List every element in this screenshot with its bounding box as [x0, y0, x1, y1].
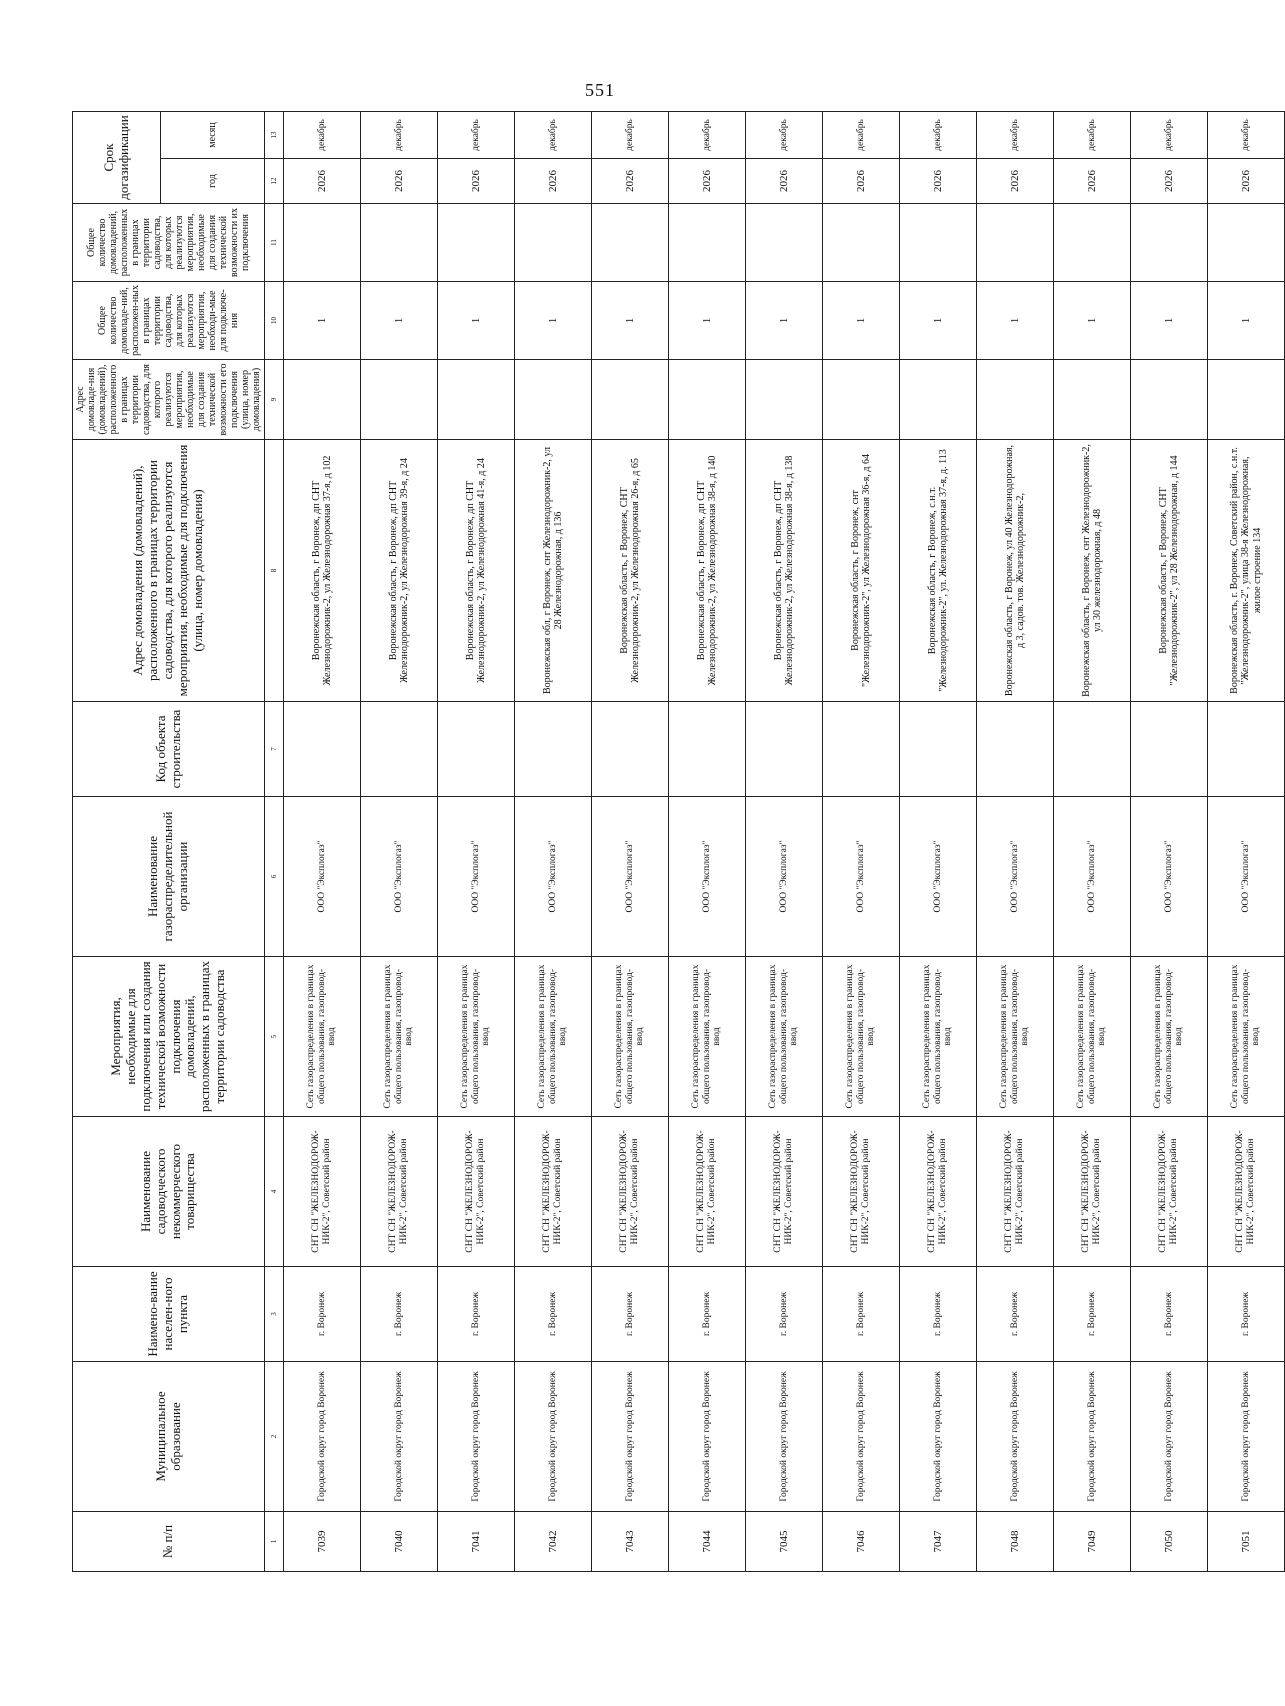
- measures-cell: Сеть газораспределения в границах общего пользования, газопровод-ввод: [1054, 957, 1131, 1117]
- settlement-cell: г. Воронеж: [592, 1267, 669, 1362]
- month-cell: декабрь: [746, 112, 823, 159]
- header-snt: Наименование садоводческого некоммерческого товарищества: [73, 1117, 265, 1267]
- table-row: [1208, 112, 1285, 1572]
- municipality-cell: Городской округ город Воронеж: [1054, 1362, 1131, 1512]
- column-index: 6: [265, 797, 284, 957]
- snt-cell: СНТ СН "ЖЕЛЕЗНОДОРОЖ-НИК-2", Советский район: [1208, 1117, 1285, 1267]
- municipality-cell: Городской округ город Воронеж: [438, 1362, 515, 1512]
- row-number: 7047: [900, 1512, 977, 1572]
- object-code-cell: [669, 702, 746, 797]
- column-index: 7: [265, 702, 284, 797]
- table-row: [592, 112, 669, 1572]
- settlement-cell: г. Воронеж: [515, 1267, 592, 1362]
- measures-cell: Сеть газораспределения в границах общего пользования, газопровод-ввод: [746, 957, 823, 1117]
- count-cell: 1: [669, 282, 746, 360]
- snt-cell: СНТ СН "ЖЕЛЕЗНОДОРОЖ-НИК-2", Советский район: [746, 1117, 823, 1267]
- table-row: [361, 112, 438, 1572]
- measures-cell: Сеть газораспределения в границах общего пользования, газопровод-ввод: [1208, 957, 1285, 1117]
- header-term: Срок догазификации: [73, 112, 161, 204]
- measures-cell: Сеть газораспределения в границах общего пользования, газопровод-ввод: [284, 957, 361, 1117]
- count-tech-cell: [515, 204, 592, 282]
- count-cell: 1: [746, 282, 823, 360]
- month-cell: декабрь: [1131, 112, 1208, 159]
- settlement-cell: г. Воронеж: [977, 1267, 1054, 1362]
- year-cell: 2026: [746, 159, 823, 204]
- object-code-cell: [977, 702, 1054, 797]
- count-cell: 1: [284, 282, 361, 360]
- gas-org-cell: ООО "Эксплогаз": [438, 797, 515, 957]
- measures-cell: Сеть газораспределения в границах общего пользования, газопровод-ввод: [977, 957, 1054, 1117]
- rotated-sheet: [72, 112, 1284, 1572]
- month-cell: декабрь: [284, 112, 361, 159]
- address-tech-cell: [284, 360, 361, 440]
- table-row: [746, 112, 823, 1572]
- measures-cell: Сеть газораспределения в границах общего пользования, газопровод-ввод: [669, 957, 746, 1117]
- row-number: 7046: [823, 1512, 900, 1572]
- month-cell: декабрь: [900, 112, 977, 159]
- gas-org-cell: ООО "Эксплогаз": [284, 797, 361, 957]
- measures-cell: Сеть газораспределения в границах общего пользования, газопровод-ввод: [1131, 957, 1208, 1117]
- year-cell: 2026: [515, 159, 592, 204]
- municipality-cell: Городской округ город Воронеж: [515, 1362, 592, 1512]
- municipality-cell: Городской округ город Воронеж: [669, 1362, 746, 1512]
- month-cell: декабрь: [361, 112, 438, 159]
- municipality-cell: Городской округ город Воронеж: [977, 1362, 1054, 1512]
- settlement-cell: г. Воронеж: [1054, 1267, 1131, 1362]
- address-tech-cell: [1131, 360, 1208, 440]
- municipality-cell: Городской округ город Воронеж: [900, 1362, 977, 1512]
- object-code-cell: [1054, 702, 1131, 797]
- year-cell: 2026: [438, 159, 515, 204]
- row-number: 7040: [361, 1512, 438, 1572]
- table-row: [515, 112, 592, 1572]
- settlement-cell: г. Воронеж: [900, 1267, 977, 1362]
- gasification-table: [72, 111, 1285, 1572]
- month-cell: декабрь: [1208, 112, 1285, 159]
- column-index: 12: [265, 159, 284, 204]
- count-cell: 1: [1131, 282, 1208, 360]
- header-count-tech: Общее количество домовладений, расположенных в границах территории садоводства, для которых реализуются мероприятия, необходимые для создания технической возможности их подключения: [73, 204, 265, 282]
- measures-cell: Сеть газораспределения в границах общего пользования, газопровод-ввод: [592, 957, 669, 1117]
- measures-cell: Сеть газораспределения в границах общего пользования, газопровод-ввод: [438, 957, 515, 1117]
- settlement-cell: г. Воронеж: [669, 1267, 746, 1362]
- snt-cell: СНТ СН "ЖЕЛЕЗНОДОРОЖ-НИК-2", Советский район: [438, 1117, 515, 1267]
- column-index: 13: [265, 112, 284, 159]
- address-cell: Воронежская область, г Воронеж, снт Железнодорожник-2, ул 30 железнодорожная, д 48: [1054, 440, 1131, 702]
- year-cell: 2026: [592, 159, 669, 204]
- gas-org-cell: ООО "Эксплогаз": [746, 797, 823, 957]
- column-index: 8: [265, 440, 284, 702]
- snt-cell: СНТ СН "ЖЕЛЕЗНОДОРОЖ-НИК-2", Советский район: [592, 1117, 669, 1267]
- table-row: [823, 112, 900, 1572]
- object-code-cell: [746, 702, 823, 797]
- year-cell: 2026: [361, 159, 438, 204]
- gas-org-cell: ООО "Эксплогаз": [1054, 797, 1131, 957]
- year-cell: 2026: [823, 159, 900, 204]
- count-cell: 1: [438, 282, 515, 360]
- municipality-cell: Городской округ город Воронеж: [746, 1362, 823, 1512]
- row-number: 7044: [669, 1512, 746, 1572]
- header-settlement: Наимено-вание населен-ного пункта: [73, 1267, 265, 1362]
- header-address: Адрес домовладения (домовладений), расположенного в границах территории садоводства, для которого реализуются мероприятия, необходимые для подключения (улица, номер домовладения): [73, 440, 265, 702]
- snt-cell: СНТ СН "ЖЕЛЕЗНОДОРОЖ-НИК-2", Советский район: [900, 1117, 977, 1267]
- header-object-code: Код объекта строительства: [73, 702, 265, 797]
- gas-org-cell: ООО "Эксплогаз": [823, 797, 900, 957]
- table-row: [284, 112, 361, 1572]
- page-number: 551: [585, 80, 615, 100]
- count-tech-cell: [361, 204, 438, 282]
- address-cell: Воронежская область, г Воронеж, дп СНТ Железнодорожник-2, ул Железнодорожная 38-я, д 140: [669, 440, 746, 702]
- header-count: Общее количество домовладе-ний, расположен-ных в границах территории садоводства, для которых реализуются мероприятия, необходи-мые для подключе-ния: [73, 282, 265, 360]
- header-no: № п/п: [73, 1512, 265, 1572]
- snt-cell: СНТ СН "ЖЕЛЕЗНОДОРОЖ-НИК-2", Советский район: [1131, 1117, 1208, 1267]
- year-cell: 2026: [1208, 159, 1285, 204]
- count-tech-cell: [669, 204, 746, 282]
- month-cell: декабрь: [592, 112, 669, 159]
- header-month: месяц: [161, 112, 265, 159]
- address-tech-cell: [592, 360, 669, 440]
- count-tech-cell: [284, 204, 361, 282]
- gas-org-cell: ООО "Эксплогаз": [361, 797, 438, 957]
- object-code-cell: [900, 702, 977, 797]
- snt-cell: СНТ СН "ЖЕЛЕЗНОДОРОЖ-НИК-2", Советский район: [284, 1117, 361, 1267]
- count-tech-cell: [900, 204, 977, 282]
- header-measures: Мероприятия, необходимые для подключения или создания технической возможности подключения домовладений, расположенных в границах территории садоводства: [73, 957, 265, 1117]
- address-tech-cell: [515, 360, 592, 440]
- table-row: [1131, 112, 1208, 1572]
- header-address-tech: Адрес домовладе-ния (домовладений), расположенного в границах территории садоводства, для которого реализуются мероприятия, необходимые для создания технической возможности его подключения (улица, номер домовладения): [73, 360, 265, 440]
- gas-org-cell: ООО "Эксплогаз": [669, 797, 746, 957]
- column-index: 3: [265, 1267, 284, 1362]
- month-cell: декабрь: [1054, 112, 1131, 159]
- column-index-row: [265, 112, 284, 1572]
- table-row: [669, 112, 746, 1572]
- column-index: 10: [265, 282, 284, 360]
- municipality-cell: Городской округ город Воронеж: [823, 1362, 900, 1512]
- settlement-cell: г. Воронеж: [1131, 1267, 1208, 1362]
- object-code-cell: [823, 702, 900, 797]
- count-cell: 1: [361, 282, 438, 360]
- address-cell: Воронежская область, г Воронеж, СНТ "Железнодорожник-2", ул 28 Железнодорожная, д 144: [1131, 440, 1208, 702]
- address-tech-cell: [746, 360, 823, 440]
- address-cell: Воронежская область, г Воронеж, снт "Железнодорожник-2", ул Железнодорожная 36-я, д 64: [823, 440, 900, 702]
- row-number: 7041: [438, 1512, 515, 1572]
- column-index: 11: [265, 204, 284, 282]
- address-cell: Воронежская область, г Воронеж, дп СНТ Железнодорожник-2, ул Железнодорожная 41-я, д 24: [438, 440, 515, 702]
- month-cell: декабрь: [977, 112, 1054, 159]
- column-index: 4: [265, 1117, 284, 1267]
- column-index: 5: [265, 957, 284, 1117]
- count-cell: 1: [977, 282, 1054, 360]
- row-number: 7045: [746, 1512, 823, 1572]
- object-code-cell: [438, 702, 515, 797]
- address-cell: Воронежская область, г Воронеж, СНТ Железнодорожник-2, ул Железнодорожная 26-я, д 65: [592, 440, 669, 702]
- header-gas-org: Наименование газораспределительной организации: [73, 797, 265, 957]
- snt-cell: СНТ СН "ЖЕЛЕЗНОДОРОЖ-НИК-2", Советский район: [361, 1117, 438, 1267]
- table-row: [438, 112, 515, 1572]
- row-number: 7048: [977, 1512, 1054, 1572]
- address-tech-cell: [361, 360, 438, 440]
- count-cell: 1: [1208, 282, 1285, 360]
- year-cell: 2026: [284, 159, 361, 204]
- gas-org-cell: ООО "Эксплогаз": [1131, 797, 1208, 957]
- settlement-cell: г. Воронеж: [438, 1267, 515, 1362]
- header-year: год: [161, 159, 265, 204]
- year-cell: 2026: [1054, 159, 1131, 204]
- object-code-cell: [361, 702, 438, 797]
- object-code-cell: [1131, 702, 1208, 797]
- snt-cell: СНТ СН "ЖЕЛЕЗНОДОРОЖ-НИК-2", Советский район: [669, 1117, 746, 1267]
- count-tech-cell: [746, 204, 823, 282]
- address-tech-cell: [1054, 360, 1131, 440]
- municipality-cell: Городской округ город Воронеж: [1131, 1362, 1208, 1512]
- count-cell: 1: [1054, 282, 1131, 360]
- snt-cell: СНТ СН "ЖЕЛЕЗНОДОРОЖ-НИК-2", Советский район: [1054, 1117, 1131, 1267]
- month-cell: декабрь: [669, 112, 746, 159]
- row-number: 7049: [1054, 1512, 1131, 1572]
- object-code-cell: [284, 702, 361, 797]
- settlement-cell: г. Воронеж: [1208, 1267, 1285, 1362]
- address-tech-cell: [669, 360, 746, 440]
- measures-cell: Сеть газораспределения в границах общего пользования, газопровод-ввод: [823, 957, 900, 1117]
- address-tech-cell: [977, 360, 1054, 440]
- object-code-cell: [592, 702, 669, 797]
- address-cell: Воронежская область, г Воронеж, с.н.т. "Железнодорожник-2", ул. Железнодорожная 37-я, д. 113: [900, 440, 977, 702]
- year-cell: 2026: [977, 159, 1054, 204]
- municipality-cell: Городской округ город Воронеж: [592, 1362, 669, 1512]
- gas-org-cell: ООО "Эксплогаз": [1208, 797, 1285, 957]
- year-cell: 2026: [900, 159, 977, 204]
- count-tech-cell: [823, 204, 900, 282]
- count-cell: 1: [592, 282, 669, 360]
- measures-cell: Сеть газораспределения в границах общего пользования, газопровод-ввод: [900, 957, 977, 1117]
- row-number: 7043: [592, 1512, 669, 1572]
- address-cell: Воронежская обл, г Воронеж, снт Железнодорожник-2, ул 28 Железнодорожная, д 136: [515, 440, 592, 702]
- settlement-cell: г. Воронеж: [361, 1267, 438, 1362]
- count-cell: 1: [823, 282, 900, 360]
- gas-org-cell: ООО "Эксплогаз": [592, 797, 669, 957]
- count-tech-cell: [1054, 204, 1131, 282]
- address-cell: Воронежская область, г Воронеж, дп СНТ Железнодорожник-2, ул Железнодорожная 39-я, д 24: [361, 440, 438, 702]
- address-tech-cell: [1208, 360, 1285, 440]
- settlement-cell: г. Воронеж: [823, 1267, 900, 1362]
- address-tech-cell: [438, 360, 515, 440]
- header-municipality: Муниципальное образование: [73, 1362, 265, 1512]
- column-index: 9: [265, 360, 284, 440]
- count-tech-cell: [1131, 204, 1208, 282]
- object-code-cell: [1208, 702, 1285, 797]
- month-cell: декабрь: [823, 112, 900, 159]
- row-number: 7039: [284, 1512, 361, 1572]
- gas-org-cell: ООО "Эксплогаз": [515, 797, 592, 957]
- address-cell: Воронежская область, г. Воронеж, Советский район, с.н.т. "Железнодорожник-2", улица 38-я Железнодорожная, жилое строение 134: [1208, 440, 1285, 702]
- address-cell: Воронежская область, г Воронеж, дп СНТ Железнодорожник-2, ул Железнодорожная 37-я, д 102: [284, 440, 361, 702]
- row-number: 7042: [515, 1512, 592, 1572]
- table-body: [265, 112, 1285, 1572]
- snt-cell: СНТ СН "ЖЕЛЕЗНОДОРОЖ-НИК-2", Советский район: [515, 1117, 592, 1267]
- month-cell: декабрь: [515, 112, 592, 159]
- header-row-top: [73, 112, 161, 1572]
- year-cell: 2026: [669, 159, 746, 204]
- municipality-cell: Городской округ город Воронеж: [1208, 1362, 1285, 1512]
- month-cell: декабрь: [438, 112, 515, 159]
- address-tech-cell: [823, 360, 900, 440]
- count-cell: 1: [900, 282, 977, 360]
- measures-cell: Сеть газораспределения в границах общего пользования, газопровод-ввод: [361, 957, 438, 1117]
- address-tech-cell: [900, 360, 977, 440]
- count-tech-cell: [977, 204, 1054, 282]
- address-cell: Воронежская область, г Воронеж, ул 40 Железнодорожная, д 3, садов. тов. Железнодорожник-2,: [977, 440, 1054, 702]
- column-index: 1: [265, 1512, 284, 1572]
- measures-cell: Сеть газораспределения в границах общего пользования, газопровод-ввод: [515, 957, 592, 1117]
- municipality-cell: Городской округ город Воронеж: [361, 1362, 438, 1512]
- row-number: 7051: [1208, 1512, 1285, 1572]
- count-cell: 1: [515, 282, 592, 360]
- count-tech-cell: [1208, 204, 1285, 282]
- column-index: 2: [265, 1362, 284, 1512]
- count-tech-cell: [438, 204, 515, 282]
- row-number: 7050: [1131, 1512, 1208, 1572]
- snt-cell: СНТ СН "ЖЕЛЕЗНОДОРОЖ-НИК-2", Советский район: [977, 1117, 1054, 1267]
- year-cell: 2026: [1131, 159, 1208, 204]
- table-row: [977, 112, 1054, 1572]
- table-row: [900, 112, 977, 1572]
- settlement-cell: г. Воронеж: [284, 1267, 361, 1362]
- gas-org-cell: ООО "Эксплогаз": [900, 797, 977, 957]
- address-cell: Воронежская область, г Воронеж, дп СНТ Железнодорожник-2, ул Железнодорожная 38-я, д 138: [746, 440, 823, 702]
- gas-org-cell: ООО "Эксплогаз": [977, 797, 1054, 957]
- municipality-cell: Городской округ город Воронеж: [284, 1362, 361, 1512]
- count-tech-cell: [592, 204, 669, 282]
- table-row: [1054, 112, 1131, 1572]
- object-code-cell: [515, 702, 592, 797]
- snt-cell: СНТ СН "ЖЕЛЕЗНОДОРОЖ-НИК-2", Советский район: [823, 1117, 900, 1267]
- settlement-cell: г. Воронеж: [746, 1267, 823, 1362]
